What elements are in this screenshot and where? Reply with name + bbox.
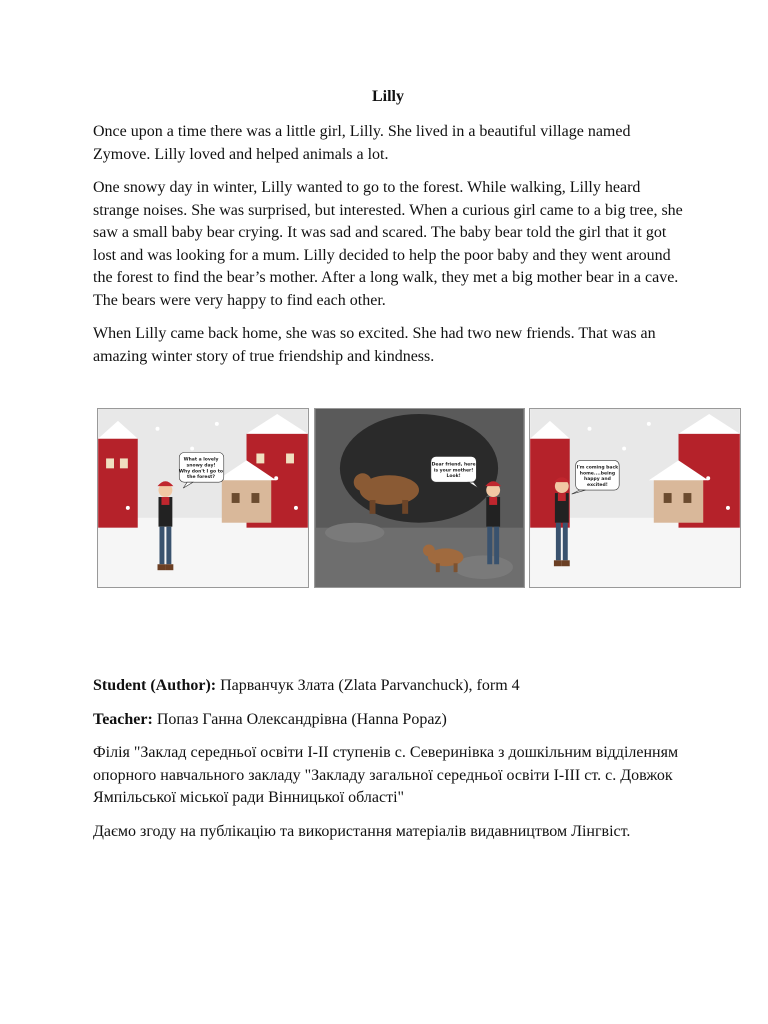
panel2-bubble-line-2: is your mother! — [433, 468, 474, 474]
story-page — [93, 86, 683, 379]
comic-panel-village — [97, 408, 309, 588]
student-line — [93, 675, 683, 698]
school-info: Філія "Заклад середньої освіти І-ІІ ступенів с. Северинівка з дошкільним відділенням опорного навчального закладу "Закладу загальної середньої освіти І-ІІІ ст. с. Довжок Ямпільської міської ради Вінницької області" — [93, 744, 679, 806]
story-paragraph-3: When Lilly came back home, she was so excited. She had two new friends. That was an amazing winter story of true friendship and kindness. — [93, 325, 656, 365]
panel3-bubble-line-2: home....being — [579, 471, 616, 477]
story-title: Lilly — [371, 88, 404, 105]
cave-scene-illustration — [315, 409, 524, 587]
student-label: Student (Author): — [93, 677, 217, 694]
story-paragraph-1: Once upon a time there was a little girl, Lilly. She lived in a beautiful village named Zymove. Lilly loved and helped animals a lot. — [93, 123, 631, 163]
village-scene-illustration — [98, 409, 308, 587]
publication-consent: Даємо згоду на публікацію та використання матеріалів видавництвом Лінгвіст. — [93, 822, 631, 840]
panel3-bubble-line-4: excited! — [587, 483, 608, 489]
teacher-value: Попаз Ганна Олександрівна (Hanna Popaz) — [152, 710, 447, 728]
comic-strip — [97, 408, 741, 588]
teacher-line — [93, 709, 683, 732]
student-value: Парванчук Злата (Zlata Parvanchuck), form 4 — [216, 677, 520, 694]
story-paragraph-2: One snowy day in winter, Lilly wanted to go to the forest. While walking, Lilly heard strange noises. She was surprised, but interested. When a curious girl came to a big tree, she saw a small baby bear crying. It was sad and scared. The baby bear told the girl that it got lost and was looking for a mum. Lilly decided to help the poor baby and they went around the forest to find the bear’s mother. After a long walk, they met a big mother bear in a cave. The bears were very happy to find each other. — [93, 179, 683, 309]
story-body — [93, 121, 683, 368]
panel1-bubble-line-2: snowy day! — [186, 463, 216, 469]
credits-section — [93, 675, 683, 854]
home-scene-illustration — [530, 409, 740, 587]
panel1-bubble-line-3: Why don't I go to — [179, 469, 223, 475]
panel1-bubble-line-1: What a lovely — [183, 457, 219, 463]
comic-panel-home — [529, 408, 741, 588]
panel3-bubble-line-1: I'm coming back — [576, 465, 619, 471]
panel2-bubble-line-1: Dear friend, here — [431, 462, 476, 468]
panel2-bubble-line-3: Look! — [446, 474, 461, 480]
comic-panel-cave — [314, 408, 525, 588]
panel1-bubble-line-4: the forest? — [187, 475, 215, 481]
teacher-label: Teacher: — [93, 710, 153, 728]
panel3-bubble-line-3: happy and — [584, 477, 611, 483]
